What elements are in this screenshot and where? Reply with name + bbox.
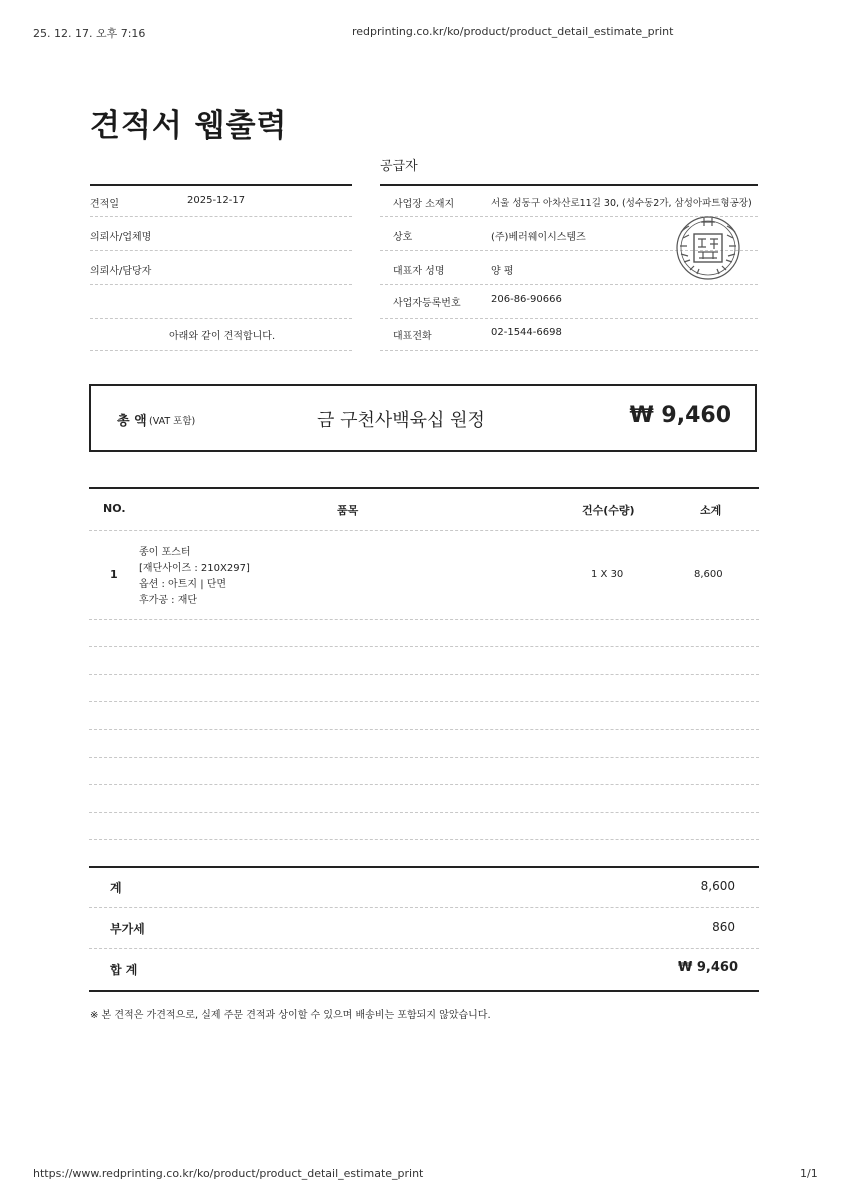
- col-header-qty: 건수(수량): [582, 504, 635, 517]
- row-number: 1: [110, 568, 118, 581]
- client-person-label: 의뢰사/담당자: [90, 266, 152, 277]
- divider: [89, 948, 759, 949]
- print-timestamp: 25. 12. 17. 오후 7:16: [33, 27, 146, 40]
- vat-value: 860: [712, 920, 735, 934]
- divider: [89, 729, 759, 730]
- table-top-rule: [89, 487, 759, 489]
- total-vat-note: (VAT 포함): [149, 416, 196, 427]
- supplier-ceo-label: 대표자 성명: [393, 266, 445, 277]
- item-finishing: 후가공 : 재단: [139, 595, 198, 606]
- supplier-heading: 공급자: [380, 159, 418, 174]
- col-header-subtotal: 소계: [700, 504, 722, 517]
- table-bottom-rule: [89, 866, 759, 868]
- divider: [90, 284, 352, 285]
- divider: [89, 701, 759, 702]
- divider: [89, 907, 759, 908]
- supplier-name-value: (주)베러웨이시스템즈: [491, 232, 586, 243]
- disclaimer-note: ※ 본 견적은 가견적으로, 실제 주문 견적과 상이할 수 있으며 배송비는 포함되지 않았습니다.: [90, 1010, 491, 1021]
- row-item-details: [139, 545, 250, 609]
- divider: [89, 812, 759, 813]
- supplier-reg-label: 사업자등록번호: [393, 298, 461, 309]
- total-korean-amount: 금 구천사백육십 원정: [317, 410, 485, 431]
- divider: [380, 350, 758, 351]
- company-seal-stamp: [663, 212, 753, 282]
- row-qty: 1 X 30: [591, 569, 624, 580]
- document-title: 견적서 웹출력: [90, 108, 288, 144]
- supplier-address-label: 사업장 소재지: [393, 199, 455, 210]
- item-cut-size: [재단사이즈 : 210X297]: [139, 563, 250, 574]
- divider: [89, 784, 759, 785]
- row-subtotal: 8,600: [694, 569, 723, 580]
- print-page-title: redprinting.co.kr/ko/product/product_detail_estimate_print: [352, 25, 674, 38]
- supplier-phone-value: 02-1544-6698: [491, 327, 562, 338]
- grand-total-value: ₩ 9,460: [678, 960, 738, 975]
- supplier-reg-value: 206-86-90666: [491, 294, 562, 305]
- quote-date-label: 견적일: [90, 199, 119, 210]
- client-company-label: 의뢰사/업체명: [90, 232, 152, 243]
- supplier-name-label: 상호: [393, 232, 413, 243]
- divider: [90, 318, 352, 319]
- supplier-top-rule: [380, 184, 758, 186]
- item-options: 옵션 : 아트지 | 단면: [139, 579, 227, 590]
- divider: [90, 216, 352, 217]
- total-label: 총 액: [117, 414, 147, 429]
- divider: [90, 350, 352, 351]
- divider: [89, 619, 759, 620]
- summary-bottom-rule: [89, 990, 759, 992]
- supplier-address-value: 서울 성동구 아차산로11길 30, (성수동2가, 삼성아파트형공장): [491, 198, 752, 209]
- grand-total-label: 합 계: [110, 963, 138, 977]
- divider: [89, 530, 759, 531]
- vat-label: 부가세: [110, 922, 145, 936]
- supplier-phone-label: 대표전화: [393, 331, 432, 342]
- total-amount-box: [89, 384, 757, 452]
- client-top-rule: [90, 184, 352, 186]
- divider: [89, 839, 759, 840]
- divider: [89, 646, 759, 647]
- divider: [380, 318, 758, 319]
- sum-value: 8,600: [700, 879, 735, 893]
- divider: [89, 674, 759, 675]
- divider: [90, 250, 352, 251]
- divider: [89, 757, 759, 758]
- quote-date-value: 2025-12-17: [187, 195, 246, 206]
- sum-label: 계: [110, 881, 122, 895]
- divider: [380, 284, 758, 285]
- supplier-ceo-value: 양 평: [491, 266, 514, 277]
- print-footer-url: https://www.redprinting.co.kr/ko/product/product_detail_estimate_print: [33, 1167, 424, 1180]
- quote-intro-note: 아래와 같이 견적합니다.: [169, 331, 276, 342]
- col-header-no: NO.: [103, 502, 126, 515]
- print-page-number: 1/1: [800, 1167, 818, 1180]
- col-header-item: 품목: [337, 504, 359, 517]
- total-amount-value: ₩ 9,460: [629, 403, 731, 428]
- item-name: 종이 포스터: [139, 547, 191, 558]
